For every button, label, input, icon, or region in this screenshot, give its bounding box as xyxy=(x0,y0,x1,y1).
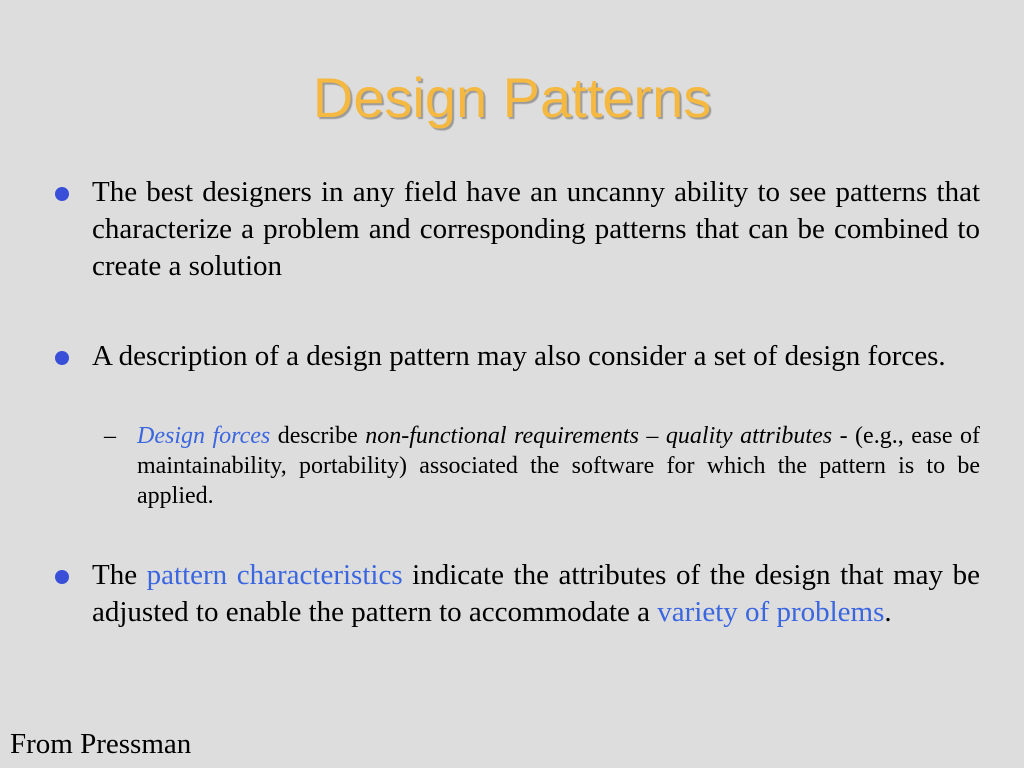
bullet-dot-2 xyxy=(55,351,69,365)
sub-bullet-1-italic: non-functional requirements – quality attributes - xyxy=(365,423,848,449)
sub-bullet-dash: – xyxy=(104,423,116,449)
bullet-dot-1 xyxy=(55,187,69,201)
pattern-characteristics-term: pattern characteristics xyxy=(146,559,403,591)
design-forces-term: Design forces xyxy=(137,423,271,449)
sub-bullet-1 xyxy=(137,421,980,511)
sub-bullet-1-rest: (e.g., ease of maintainability, portability) associated the software for which the pattern is to be applied. xyxy=(137,423,980,509)
bullet-3-middle: indicate the attributes of the design that may be adjusted to enable the pattern to accommodate a xyxy=(92,559,981,628)
bullet-2-text: A description of a design pattern may also consider a set of design forces. xyxy=(92,340,946,372)
sub-bullet-1-mid: describe xyxy=(270,423,366,449)
slide-title: Design Patterns xyxy=(312,66,712,129)
bullet-3 xyxy=(92,557,980,631)
bullet-3-end: . xyxy=(884,596,892,628)
bullet-dot-3 xyxy=(55,570,69,584)
bullet-1 xyxy=(92,174,980,285)
bullet-2 xyxy=(92,338,980,375)
bullet-3-start: The xyxy=(92,559,147,591)
bullet-1-text: The best designers in any field have an uncanny ability to see patterns that characterize a problem and corresponding patterns that can be combined to create a solution xyxy=(92,176,980,282)
variety-of-problems-term: variety of problems xyxy=(657,596,885,628)
footer-credit: From Pressman xyxy=(10,728,192,760)
